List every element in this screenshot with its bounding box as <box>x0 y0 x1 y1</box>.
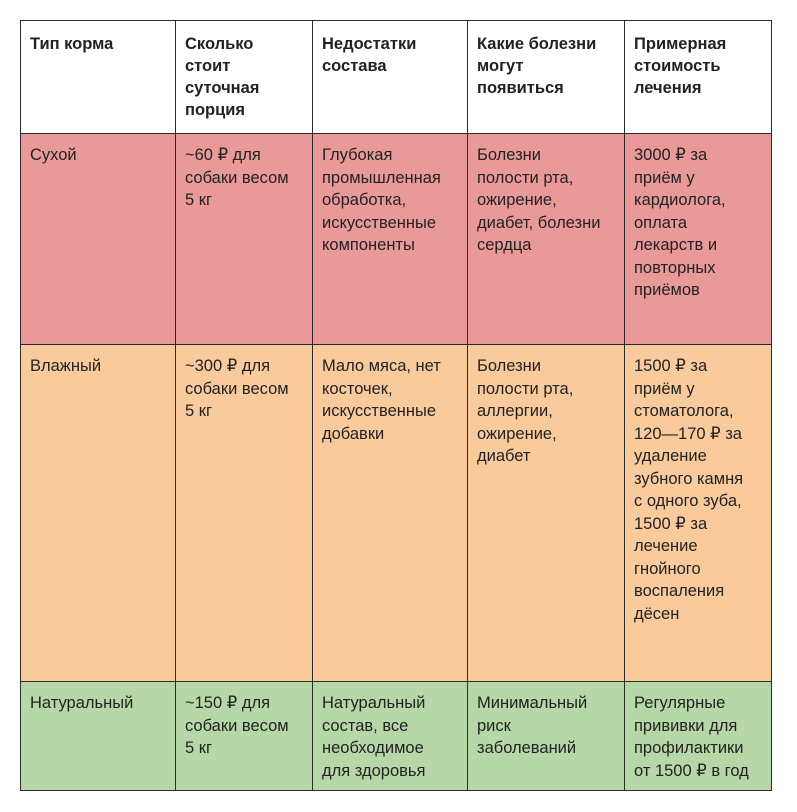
table-header-row <box>21 21 772 134</box>
cell-feed-type: Натуральный <box>21 682 176 791</box>
cell-treatment-cost: 3000 ₽ за приём у кардиолога, оплата лекарств и повторных приёмов <box>625 134 772 345</box>
cell-composition-flaws: Глубокая промышленная обработка, искусственные компоненты <box>313 134 468 345</box>
cell-treatment-cost: 1500 ₽ за приём у стоматолога, 120—170 ₽ за удаление зубного камня с одного зуба, 1500 ₽ за лечение гнойного воспаления дёсен <box>625 345 772 682</box>
header-daily-portion-cost: Сколько стоит суточная порция <box>176 21 313 134</box>
cell-possible-diseases: Болезни полости рта, аллергии, ожирение, диабет <box>468 345 625 682</box>
cell-composition-flaws: Мало мяса, нет косточек, искусственные добавки <box>313 345 468 682</box>
header-composition-flaws: Недостатки состава <box>313 21 468 134</box>
cell-feed-type: Сухой <box>21 134 176 345</box>
header-treatment-cost: Примерная стоимость лечения <box>625 21 772 134</box>
header-feed-type: Тип корма <box>21 21 176 134</box>
table-row-dry <box>21 134 772 345</box>
table-row-wet <box>21 345 772 682</box>
cell-daily-portion-cost: ~150 ₽ для собаки весом 5 кг <box>176 682 313 791</box>
cell-possible-diseases: Болезни полости рта, ожирение, диабет, болезни сердца <box>468 134 625 345</box>
cell-possible-diseases: Минимальный риск заболеваний <box>468 682 625 791</box>
feed-comparison-table <box>20 20 772 791</box>
cell-daily-portion-cost: ~300 ₽ для собаки весом 5 кг <box>176 345 313 682</box>
table-row-natural <box>21 682 772 791</box>
cell-treatment-cost: Регулярные прививки для профилактики от 1500 ₽ в год <box>625 682 772 791</box>
cell-daily-portion-cost: ~60 ₽ для собаки весом 5 кг <box>176 134 313 345</box>
cell-feed-type: Влажный <box>21 345 176 682</box>
header-possible-diseases: Какие болезни могут появиться <box>468 21 625 134</box>
cell-composition-flaws: Натуральный состав, все необходимое для здоровья <box>313 682 468 791</box>
